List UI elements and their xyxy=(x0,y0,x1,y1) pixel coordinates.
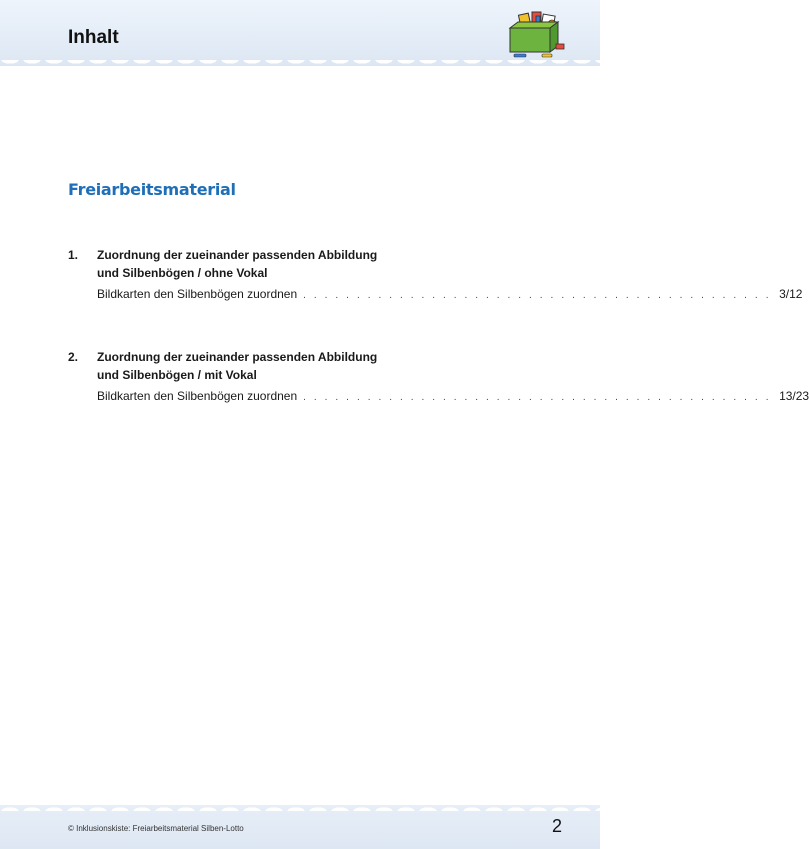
footer-band xyxy=(0,805,600,849)
dot-leader: . . . . . . . . . . . . . . . . . . . . . . . . . . . . . . . . . . . . . . . . . . . . xyxy=(303,290,772,301)
toc-entry-heading-line: und Silbenbögen / mit Vokal xyxy=(97,368,257,382)
toc-entry-item xyxy=(97,286,803,304)
header-band xyxy=(0,0,600,66)
page-title: Inhalt xyxy=(68,27,119,48)
toc-entry xyxy=(68,246,803,304)
toc-item-text: Bildkarten den Silbenbögen zuordnen xyxy=(97,389,298,403)
toc-entry-number: 2. xyxy=(68,350,79,364)
toc-entry-heading xyxy=(68,246,564,282)
toc-entry xyxy=(68,348,809,406)
toc-entry-heading-line: und Silbenbögen / ohne Vokal xyxy=(97,266,268,280)
toc-entry-heading-line: Zuordnung der zueinander passenden Abbildung xyxy=(97,248,378,262)
toc-item-text: Bildkarten den Silbenbögen zuordnen xyxy=(97,287,298,301)
toc-item-pages: 3/12 xyxy=(779,287,803,301)
toc-entry-item xyxy=(97,388,809,406)
dot-leader: . . . . . . . . . . . . . . . . . . . . . . . . . . . . . . . . . . . . . . . . . . . . xyxy=(303,392,772,403)
toc-entry-heading xyxy=(68,348,564,384)
toc-entry-heading-line: Zuordnung der zueinander passenden Abbildung xyxy=(97,350,378,364)
page-number: 2 xyxy=(551,816,562,836)
footer-copyright: © Inklusionskiste: Freiarbeitsmaterial Silben-Lotto xyxy=(68,824,244,833)
section-title: Freiarbeitsmaterial xyxy=(68,180,236,199)
toc-entry-number: 1. xyxy=(68,248,79,262)
toc-item-pages: 13/23 xyxy=(779,389,809,403)
toy-box-icon xyxy=(506,10,568,62)
